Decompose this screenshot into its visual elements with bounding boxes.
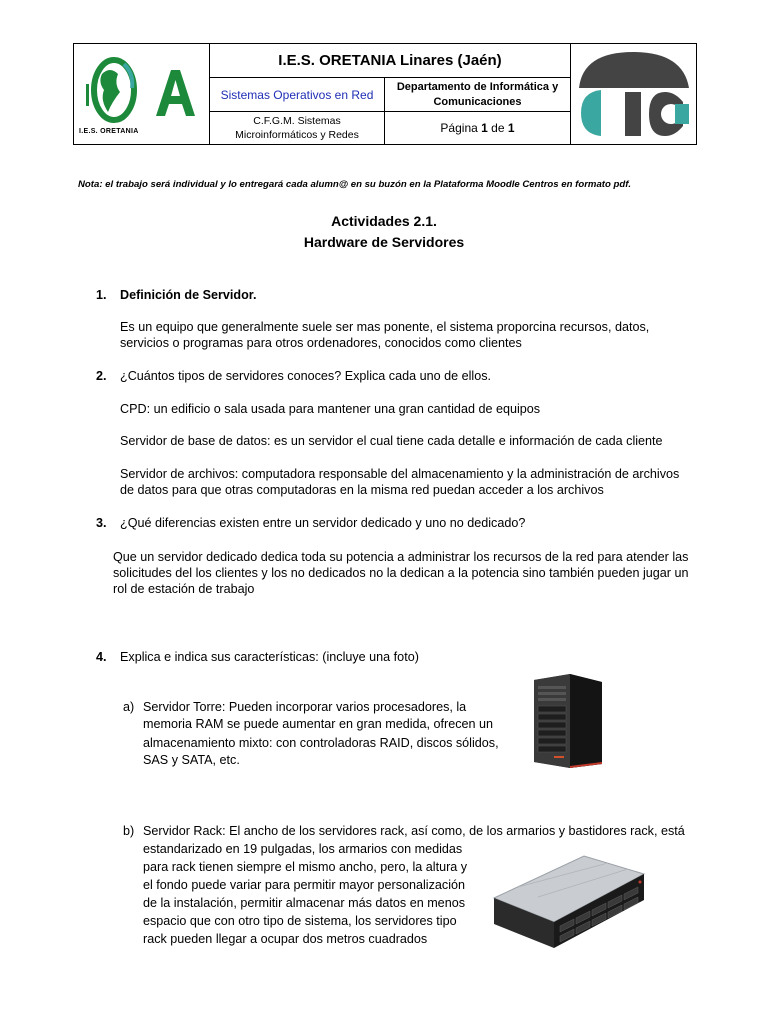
- q1-question: Definición de Servidor.: [120, 288, 257, 302]
- page-of: de: [491, 121, 505, 135]
- q4b-line-6: espacio que con otro tipo de sistema, los servidores tipo: [143, 914, 457, 928]
- q4-question: Explica e indica sus características: (incluye una foto): [120, 650, 419, 664]
- q4b-label: b): [123, 824, 135, 838]
- tower-server-photo: [530, 672, 606, 768]
- logo-caption: I.E.S. ORETANIA: [79, 128, 139, 135]
- q2-answer-db-server: Servidor de base de datos: es un servidor el cual tiene cada detalle e información de cada cliente: [120, 434, 663, 448]
- rack-server-photo: [488, 852, 648, 952]
- q1-answer-line-2: servicios o programas para otros ordenadores, conocidos como clientes: [120, 336, 522, 350]
- q1-number: 1.: [96, 288, 107, 302]
- page-total: 1: [507, 121, 515, 135]
- course-line-1: C.F.G.M. Sistemas: [253, 115, 341, 127]
- q4a-line-4: SAS y SATA, etc.: [143, 753, 240, 767]
- q2-question: ¿Cuántos tipos de servidores conoces? Explica cada uno de ellos.: [120, 369, 492, 383]
- q3-question: ¿Qué diferencias existen entre un servidor dedicado y uno no dedicado?: [120, 516, 526, 530]
- department-line-1: Departamento de Informática y: [396, 80, 559, 93]
- q3-answer-line-1: Que un servidor dedicado dedica toda su potencia a administrar los recursos de la red para atender las: [113, 550, 689, 564]
- q4b-line-2: estandarizado en 19 pulgadas, los armarios con medidas: [143, 842, 463, 856]
- q1-answer-line-1: Es un equipo que generalmente suele ser mas ponente, el sistema proporcina recursos, datos,: [120, 320, 650, 334]
- q4b-line-7: rack pueden llegar a ocupar dos metros cuadrados: [143, 932, 428, 946]
- page-number: [385, 112, 570, 144]
- q4a-label: a): [123, 700, 135, 714]
- q4a-line-3: almacenamiento mixto: con controladoras RAID, discos sólidos,: [143, 736, 499, 750]
- q4b-line-1: Servidor Rack: El ancho de los servidores rack, así como, de los armarios y bastidores rack, está: [143, 824, 685, 838]
- q2-answer-file-server-line-1: Servidor de archivos: computadora responsable del almacenamiento y la administración de archivos: [120, 467, 680, 481]
- department-name: [385, 78, 570, 111]
- q3-answer-line-3: rol de estación de trabajo: [113, 582, 255, 596]
- q3-number: 3.: [96, 516, 107, 530]
- department-logo: [571, 44, 697, 144]
- subject-name: Sistemas Operativos en Red: [220, 87, 374, 102]
- q4b-line-3: para rack tienen siempre el mismo ancho, pero, la altura y: [143, 860, 468, 874]
- q2-number: 2.: [96, 369, 107, 383]
- header-table: [73, 43, 697, 145]
- page-prefix: Página: [440, 121, 478, 135]
- activity-subtitle: Hardware de Servidores: [303, 234, 465, 250]
- page-current: 1: [481, 121, 488, 135]
- q2-answer-cpd: CPD: un edificio o sala usada para mantener una gran cantidad de equipos: [120, 402, 541, 416]
- q4a-line-2: memoria RAM se puede aumentar en gran medida, ofrecen un: [143, 717, 494, 731]
- q3-answer-line-2: solicitudes del los clientes y los no dedicados no la dedican a la potencia sino también pueden jugar un: [113, 566, 689, 580]
- q2-answer-file-server-line-2: de datos para que otras computadoras en la misma red puedan acceder a los archivos: [120, 483, 604, 497]
- q4b-line-4: el fondo puede variar para permitir mayor personalización: [143, 878, 466, 892]
- q4a-line-1: Servidor Torre: Pueden incorporar varios procesadores, la: [143, 700, 467, 714]
- activity-title: Actividades 2.1.: [331, 213, 437, 229]
- course-name: [210, 112, 384, 144]
- q4-number: 4.: [96, 650, 107, 664]
- submission-note: Nota: el trabajo será individual y lo entregará cada alumn@ en su buzón en la Plataforma Moodle Centros en formato pdf.: [78, 179, 632, 190]
- school-logo: [74, 44, 209, 144]
- course-line-2: Microinformáticos y Redes: [235, 129, 359, 141]
- department-line-2: Comunicaciones: [433, 95, 522, 108]
- school-title: I.E.S. ORETANIA Linares (Jaén): [278, 52, 502, 69]
- q4b-line-5: de la instalación, permitir almacenar más datos en menos: [143, 896, 465, 910]
